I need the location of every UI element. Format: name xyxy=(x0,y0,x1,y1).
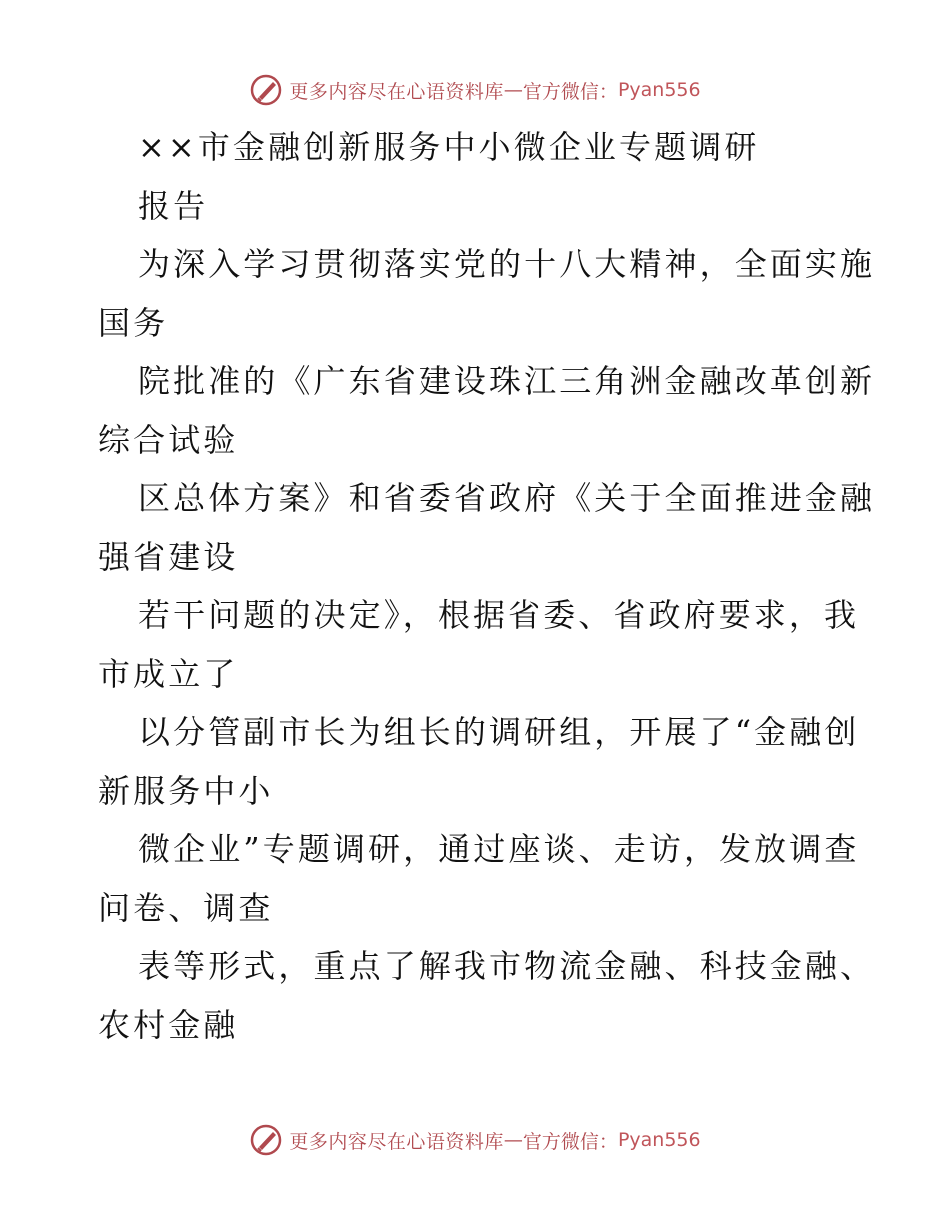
text-line: 表等形式，重点了解我市物流金融、科技金融、 xyxy=(138,947,876,985)
header-watermark xyxy=(0,70,950,110)
pen-logo-icon xyxy=(249,1123,283,1157)
text-line: 国务 xyxy=(98,303,169,342)
text-line: 微企业”专题调研，通过座谈、走访，发放调查 xyxy=(138,830,860,868)
document-body xyxy=(98,118,876,1054)
text-line: 强省建设 xyxy=(98,537,239,576)
text-line: 综合试验 xyxy=(98,420,239,459)
text-line: 问卷、调查 xyxy=(98,888,274,927)
text-line: 为深入学习贯彻落实党的十八大精神，全面实施 xyxy=(138,245,876,283)
document-title-line-1: ××市金融创新服务中小微企业专题调研 xyxy=(138,128,760,166)
document-title-line-2: 报告 xyxy=(138,186,209,225)
watermark-wechat-label: 官方微信： xyxy=(522,80,618,103)
watermark-site-name: 更多内容尽在心语资料库 xyxy=(289,80,504,103)
watermark-wechat-id: Pyan556 xyxy=(617,79,701,101)
watermark-wechat-label: 官方微信： xyxy=(522,1130,618,1153)
text-line: 区总体方案》和省委省政府《关于全面推进金融 xyxy=(138,479,876,517)
pen-logo-icon xyxy=(249,73,283,107)
text-line: 若干问题的决定》，根据省委、省政府要求，我 xyxy=(138,596,860,634)
text-line: 以分管副市长为组长的调研组，开展了“金融创 xyxy=(138,713,860,751)
text-line: 农村金融 xyxy=(98,1005,239,1044)
text-line: 新服务中小 xyxy=(98,771,274,810)
watermark-site-name: 更多内容尽在心语资料库 xyxy=(289,1130,504,1153)
watermark-wechat-id: Pyan556 xyxy=(617,1129,701,1151)
footer-watermark xyxy=(0,1120,950,1160)
text-line: 院批准的《广东省建设珠江三角洲金融改革创新 xyxy=(138,362,876,400)
watermark-dash: — xyxy=(503,1129,523,1151)
watermark-dash: — xyxy=(503,79,523,101)
text-line: 市成立了 xyxy=(98,654,239,693)
